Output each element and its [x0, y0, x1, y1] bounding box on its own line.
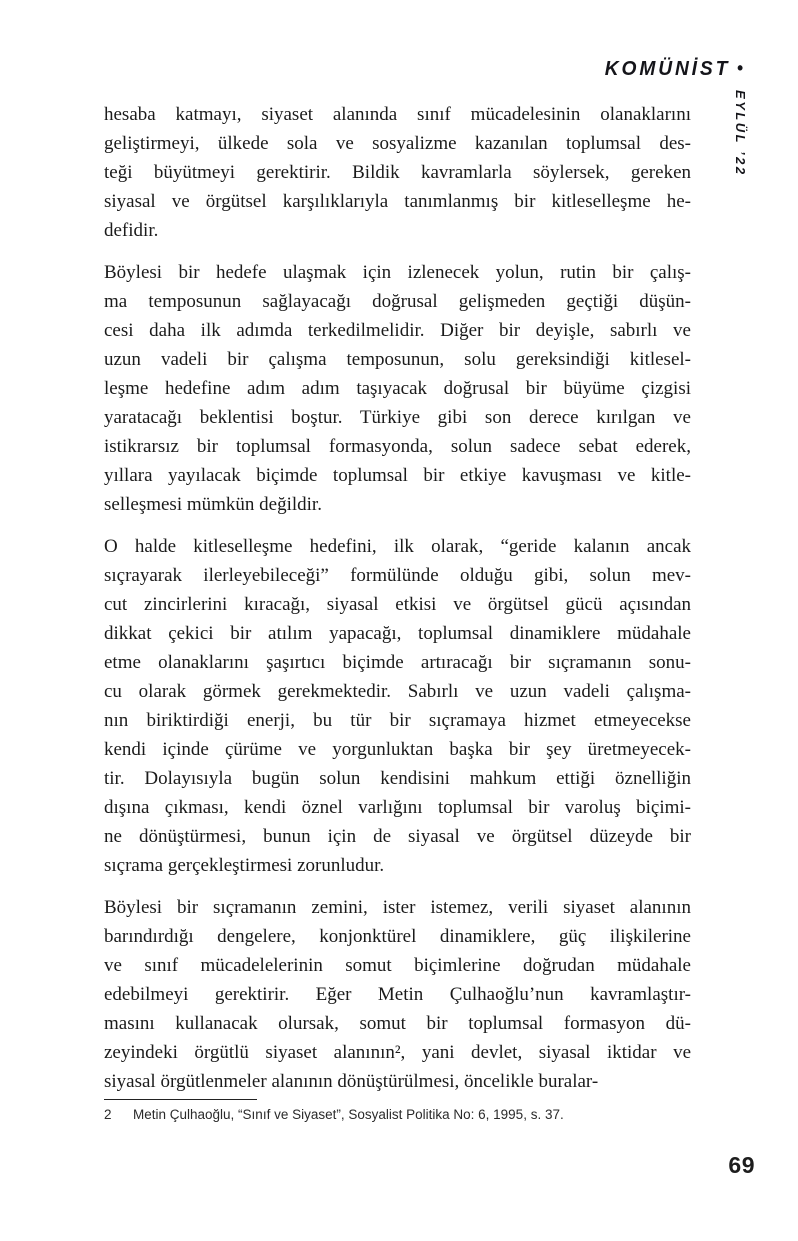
text-line: tir. Dolayısıyla bugün solun kendisini mahkum ettiği öznelliğin — [104, 768, 691, 789]
text-line: cesi daha ilk adımda terkedilmelidir. Diğer bir deyişle, sabırlı ve — [104, 320, 691, 341]
text-line: sıçrama gerçekleştirmesi zorunludur. — [104, 855, 385, 876]
paragraph — [104, 532, 691, 880]
footnote — [104, 1106, 684, 1123]
text-line: dikkat çekici bir atılım yapacağı, toplumsal dinamiklere müdahale — [104, 623, 691, 644]
journal-title: KOMÜNİST — [604, 58, 731, 80]
text-line: selleşmesi mümkün değildir. — [104, 494, 322, 515]
issue-date-vertical: EYLÜL ’22 — [733, 90, 748, 177]
footnote-number: 2 — [104, 1107, 112, 1122]
text-line: siyasal örgütlenmeler alanının dönüştürülmesi, öncelikle buralar- — [104, 1071, 599, 1092]
text-line: yaratacağı beklentisi boştur. Türkiye gibi son derece kırılgan ve — [104, 407, 691, 428]
text-line: leşme hedefine adım adım taşıyacak doğrusal bir büyüme çizgisi — [104, 378, 691, 399]
text-line: Böylesi bir sıçramanın zemini, ister istemez, verili siyaset alanının — [104, 897, 691, 918]
text-line: yıllara yayılacak biçimde toplumsal bir etkiye kavuşması ve kitle- — [104, 465, 691, 486]
page-number: 69 — [728, 1152, 755, 1178]
text-line: ve sınıf mücadelelerinin somut biçimlerine doğrudan müdahale — [104, 955, 691, 976]
text-line: Böylesi bir hedefe ulaşmak için izlenecek yolun, rutin bir çalış- — [104, 262, 691, 283]
text-line: nın biriktirdiği enerji, bu tür bir sıçramaya hizmet etmeyecekse — [104, 710, 691, 731]
text-line: istikrarsız bir toplumsal formasyonda, solun sadece sebat ederek, — [104, 436, 691, 457]
text-line: O halde kitleselleşme hedefini, ilk olarak, “geride kalanın ancak — [104, 536, 691, 557]
text-line: zeyindeki örgütlü siyaset alanının², yani devlet, siyasal iktidar ve — [104, 1042, 691, 1063]
text-line: kendi içinde çürüme ve yorgunluktan başka bir şey üretmeyecek- — [104, 739, 691, 760]
paragraph — [104, 258, 691, 519]
masthead-bullet-icon: • — [736, 58, 743, 78]
text-line: sıçrayarak ilerleyebileceği” formülünde olduğu gibi, solun mev- — [104, 565, 691, 586]
text-line: cu olarak görmek gerekmektedir. Sabırlı ve uzun vadeli çalışma- — [104, 681, 691, 702]
text-line: edebilmeyi gerektirir. Eğer Metin Çulhaoğlu’nun kavramlaştır- — [104, 984, 691, 1005]
text-line: etme olanaklarını şaşırtıcı biçimde artıracağı bir sıçramanın sonu- — [104, 652, 691, 673]
text-line: ne dönüştürmesi, bunun için de siyasal ve örgütsel düzeyde bir — [104, 826, 691, 847]
text-line: cut zincirlerini kıracağı, siyasal etkisi ve örgütsel gücü açısından — [104, 594, 691, 615]
text-block — [104, 100, 691, 1109]
footnote-separator — [104, 1099, 257, 1100]
text-line: dışına çıkması, kendi öznel varlığını toplumsal bir varoluş biçimi- — [104, 797, 691, 818]
journal-masthead — [605, 58, 743, 81]
text-line: siyasal ve örgütsel karşılıklarıyla tanımlanmış bir kitleselleşme he- — [104, 191, 691, 212]
text-line: defidir. — [104, 220, 159, 241]
text-line: ma temposunun sağlayacağı doğrusal gelişmeden geçtiği düşün- — [104, 291, 691, 312]
footnote-text: Metin Çulhaoğlu, “Sınıf ve Siyaset”, Sosyalist Politika No: 6, 1995, s. 37. — [133, 1107, 564, 1122]
text-line: uzun vadeli bir çalışma temposunun, solu gereksindiği kitlesel- — [104, 349, 691, 370]
text-line: geliştirmeyi, ülkede sola ve sosyalizme kazanılan toplumsal des- — [104, 133, 691, 154]
text-line: barındırdığı dengelere, konjonktürel dinamiklere, güç ilişkilerine — [104, 926, 691, 947]
paragraph — [104, 100, 691, 245]
text-line: masını kullanacak olursak, somut bir toplumsal formasyon dü- — [104, 1013, 691, 1034]
text-line: teği büyütmeyi gerektirir. Bildik kavramlarla söylersek, gereken — [104, 162, 691, 183]
text-line: hesaba katmayı, siyaset alanında sınıf mücadelesinin olanaklarını — [104, 104, 691, 125]
paragraph — [104, 893, 691, 1096]
